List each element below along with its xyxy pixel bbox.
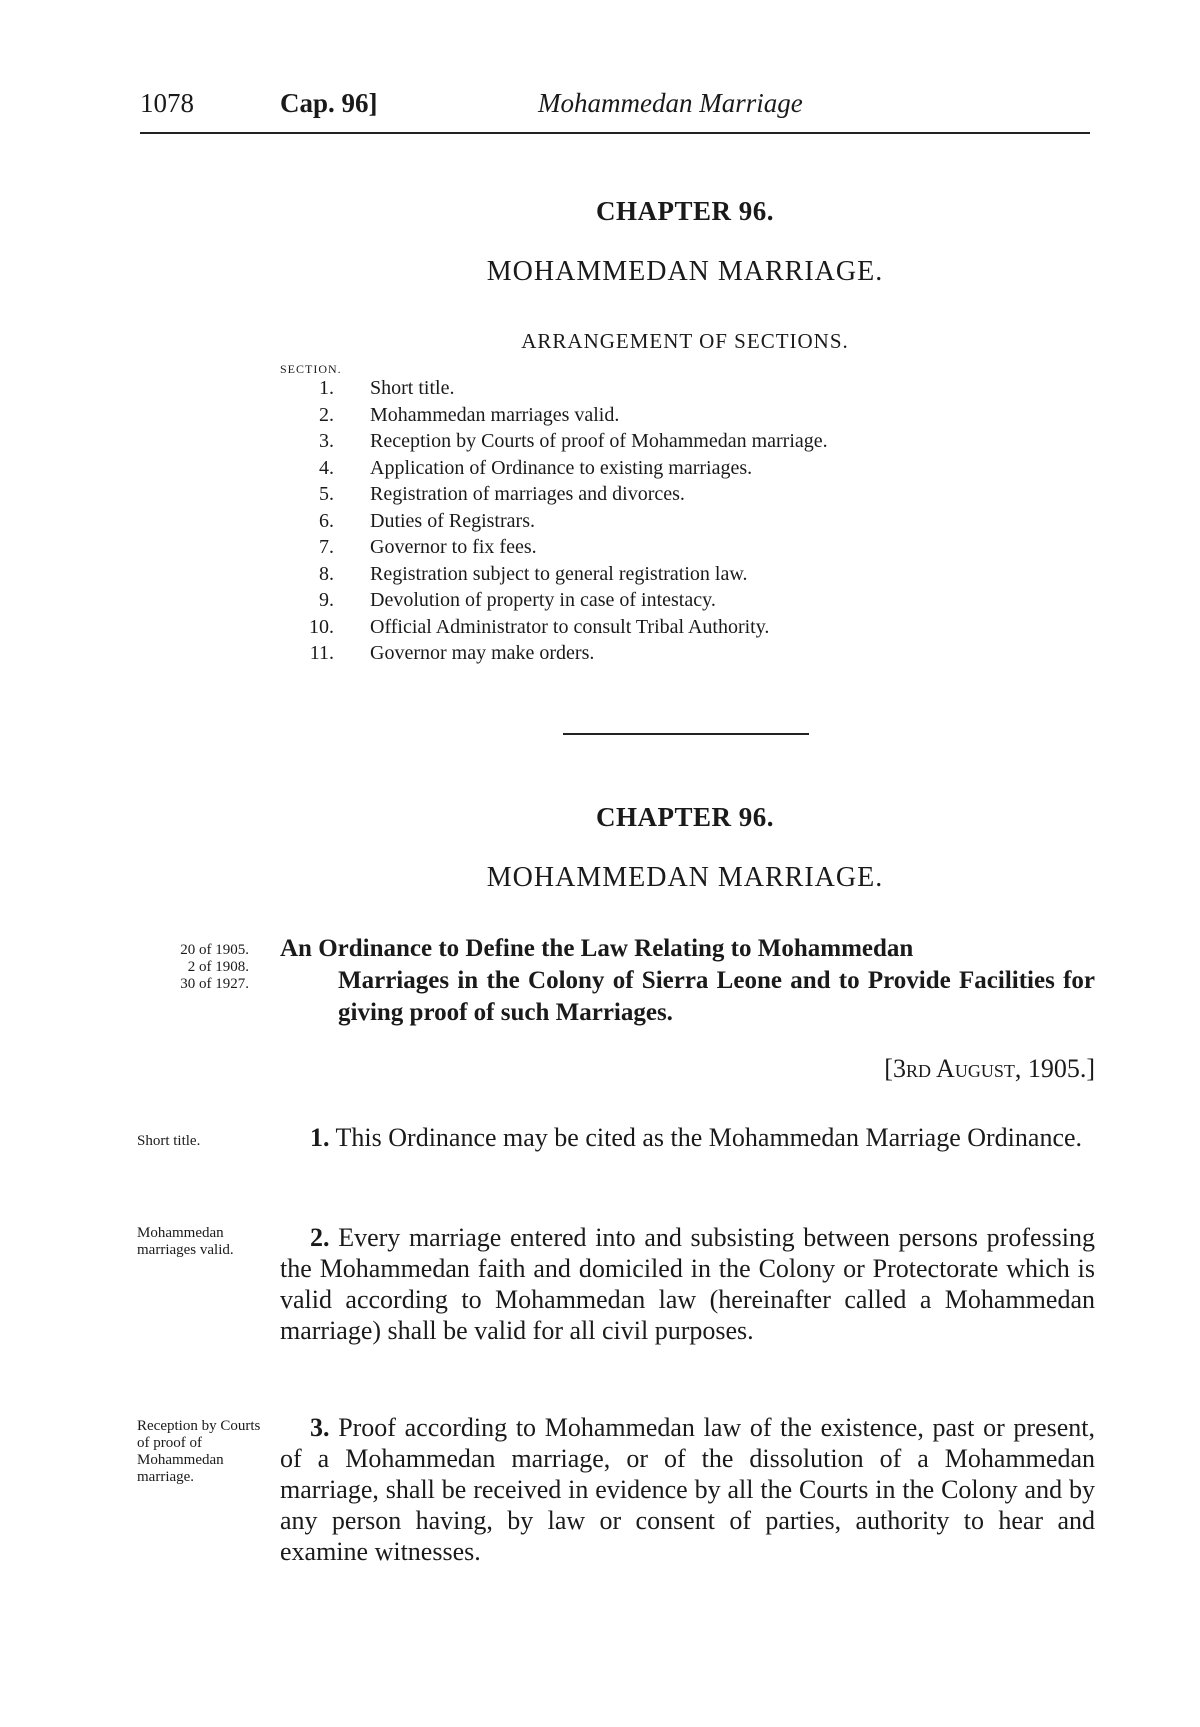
section-title: Devolution of property in case of intestacy. — [370, 589, 716, 611]
arrangement-subject-heading: MOHAMMEDAN MARRIAGE. — [486, 256, 884, 287]
long-title-first-line: An Ordinance to Define the Law Relating to Mohammedan — [280, 935, 914, 962]
amendment-notes — [137, 942, 249, 993]
section-label: SECTION. — [280, 362, 342, 376]
section-title: Registration of marriages and divorces. — [370, 483, 685, 505]
ordinance-subject-heading: MOHAMMEDAN MARRIAGE. — [486, 862, 884, 893]
ordinance-long-title — [280, 933, 1095, 1029]
ordinance-chapter-heading: CHAPTER 96. — [595, 802, 774, 832]
section-paragraph — [280, 1222, 1095, 1346]
section-number: 2. — [319, 403, 334, 426]
list-item — [280, 430, 1040, 457]
section-number: 8. — [319, 562, 334, 585]
running-title: Mohammedan Marriage — [538, 88, 803, 118]
section-title: Application of Ordinance to existing marriages. — [370, 456, 753, 479]
section-number: 11. — [309, 642, 334, 664]
arrangement-heading: ARRANGEMENT OF SECTIONS. — [521, 329, 849, 353]
header-rule — [140, 132, 1090, 134]
section-number: 5. — [319, 483, 334, 505]
section-title: Official Administrator to consult Tribal Authority. — [370, 615, 770, 638]
amendment-ref: 30 of 1927. — [180, 976, 249, 992]
amendment-ref: 2 of 1908. — [187, 959, 249, 975]
commencement-date — [700, 1054, 1095, 1084]
list-item — [280, 510, 1040, 537]
list-item — [280, 483, 1040, 510]
page-number: 1078 — [140, 88, 194, 118]
list-item — [280, 377, 1040, 404]
section-title: Governor to fix fees. — [370, 536, 537, 558]
list-item — [280, 642, 1040, 669]
arrangement-chapter-heading: CHAPTER 96. — [595, 196, 774, 226]
section-title: Mohammedan marriages valid. — [370, 403, 620, 426]
section-separator-rule — [563, 733, 809, 735]
section-number: 1. — [310, 1123, 330, 1152]
section-number: 3. — [310, 1413, 330, 1442]
section-title: Short title. — [370, 377, 455, 399]
date-day-month: rd August — [905, 1054, 1015, 1083]
list-item — [280, 616, 1040, 643]
marginal-note: Mohammedan marriages valid. — [137, 1225, 234, 1258]
section-number: 2. — [310, 1223, 330, 1252]
section-number: 4. — [319, 456, 334, 479]
list-item — [280, 589, 1040, 616]
long-title-continuation: Marriages in the Colony of Sierra Leone and to Provide Facilities for giving proof of such Marriages. — [338, 967, 1095, 1026]
date-close: , 1905.] — [1014, 1054, 1095, 1083]
section-number: 10. — [309, 615, 334, 638]
section-number: 9. — [319, 589, 334, 611]
sections-list — [280, 377, 1040, 669]
section-text: This Ordinance may be cited as the Mohammedan Marriage Ordinance. — [335, 1123, 1083, 1152]
list-item — [280, 457, 1040, 484]
section-number: 6. — [319, 509, 334, 532]
date-open: [3 — [884, 1054, 906, 1083]
section-title: Duties of Registrars. — [370, 509, 535, 532]
section-number: 1. — [319, 377, 334, 399]
section-paragraph — [280, 1412, 1095, 1567]
section-text: Proof according to Mohammedan law of the existence, past or present, of a Mohammedan marriage, or of the dissolution of a Mohammedan marriage, shall be received in evidence by all the Courts in the Colony and by any person having, by law or consent of parties, authority to hear and examine witnesses. — [280, 1413, 1096, 1566]
running-header — [140, 88, 1090, 128]
section-number: 7. — [319, 536, 334, 558]
chapter-reference: Cap. 96] — [280, 88, 378, 118]
list-item — [280, 404, 1040, 431]
list-item — [280, 536, 1040, 563]
section-paragraph — [280, 1122, 1095, 1153]
list-item — [280, 563, 1040, 590]
section-title: Reception by Courts of proof of Mohammedan marriage. — [370, 430, 828, 452]
section-number: 3. — [319, 430, 334, 452]
section-title: Governor may make orders. — [370, 642, 595, 664]
marginal-note: Short title. — [137, 1133, 201, 1149]
section-text: Every marriage entered into and subsisting between persons professing the Mohammedan faith and domiciled in the Colony or Protectorate which is valid according to Mohammedan law (hereinafter called a Mohammedan marriage) shall be valid for all civil purposes. — [280, 1223, 1095, 1345]
marginal-note: Reception by Courts of proof of Mohammedan marriage. — [137, 1418, 261, 1485]
section-title: Registration subject to general registration law. — [370, 562, 748, 585]
amendment-ref: 20 of 1905. — [180, 942, 249, 958]
